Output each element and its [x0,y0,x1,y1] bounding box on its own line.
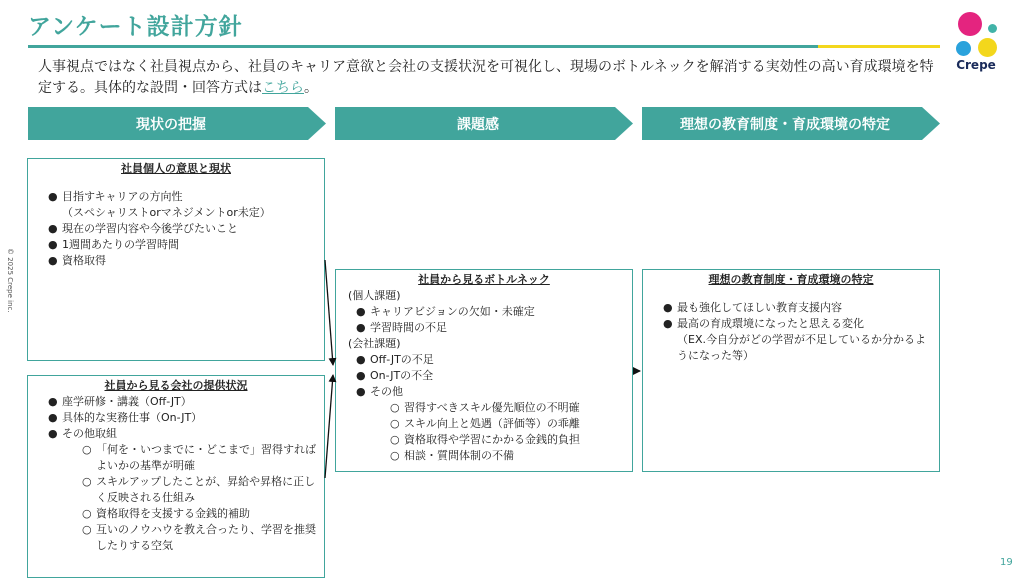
intro-end: 。 [304,80,318,96]
box-heading: 社員個人の意思と現状 [121,162,231,175]
list-item: (個人課題) [348,289,401,302]
list-item: ○ 相談・質問体制の不備 [390,449,514,462]
list-item: ○ 「何を・いつまでに・どこまで」習得すればよいかの基準が明確 [82,443,316,472]
list-item: ● キャリアビジョンの欠如・未確定 [356,305,535,318]
chevron-label: 理想の教育制度・育成環境の特定 [680,116,890,133]
arrow-from-box1 [325,260,333,365]
list-item: ○ スキル向上と処遇（評価等）の乖離 [390,417,580,430]
list-item: ● On-JTの不全 [356,369,434,382]
list-item: ● 学習時間の不足 [356,321,447,334]
chevron-label: 課題感 [457,116,499,133]
list-item: ○ 互いのノウハウを教え合ったり、学習を推奨したりする空気 [82,523,316,552]
page-title: アンケート設計方針 [28,14,243,40]
list-item: （EX.今自分がどの学習が不足しているか分かるようになった等） [677,333,926,362]
box-heading: 社員から見るボトルネック [418,273,550,286]
list-item: (会社課題) [348,337,401,350]
arrow-from-box2 [325,375,333,478]
intro-body: 人事視点ではなく社員視点から、社員のキャリア意欲と会社の支援状況を可視化し、現場のボトルネックを解消する実効性の高い育成環境を特定する。具体的な設問・回答方式は [38,59,934,96]
list-item: ○ 資格取得や学習にかかる金銭的負担 [390,433,580,446]
logo-text: Crepe [956,58,996,72]
list-item: ○ 習得すべきスキル優先順位の不明確 [390,401,580,414]
box-heading: 理想の教育制度・育成環境の特定 [708,273,874,286]
list-item: ● Off-JTの不足 [356,353,434,366]
box-heading: 社員から見る会社の提供状況 [104,379,248,392]
list-item: ● 1週間あたりの学習時間 [48,238,179,251]
list-item: ○ スキルアップしたことが、昇給や昇格に正しく反映される仕組み [82,475,316,504]
list-item: ● 資格取得 [48,254,106,267]
list-item: ● 現在の学習内容や今後学びたいこと [48,222,238,235]
list-item: ● 目指すキャリアの方向性 [48,190,183,203]
page-number: 19 [1000,557,1013,568]
list-item: ● 具体的な実務仕事（On-JT） [48,411,203,424]
copyright-vertical: © 2025 Crepe inc. [6,248,14,313]
survey-link[interactable]: こちら [262,80,304,96]
list-item: ● その他 [356,385,403,398]
list-item: ● 最高の育成環境になったと思える変化 [663,317,864,330]
list-item: （スペシャリストorマネジメントor未定） [62,206,271,219]
list-item: ● 座学研修・講義（Off-JT） [48,395,192,408]
list-item: ● 最も強化してほしい教育支援内容 [663,301,842,314]
list-item: ● その他取組 [48,427,117,440]
list-item: ○ 資格取得を支援する金銭的補助 [82,507,250,520]
chevron-label: 現状の把握 [136,116,206,133]
